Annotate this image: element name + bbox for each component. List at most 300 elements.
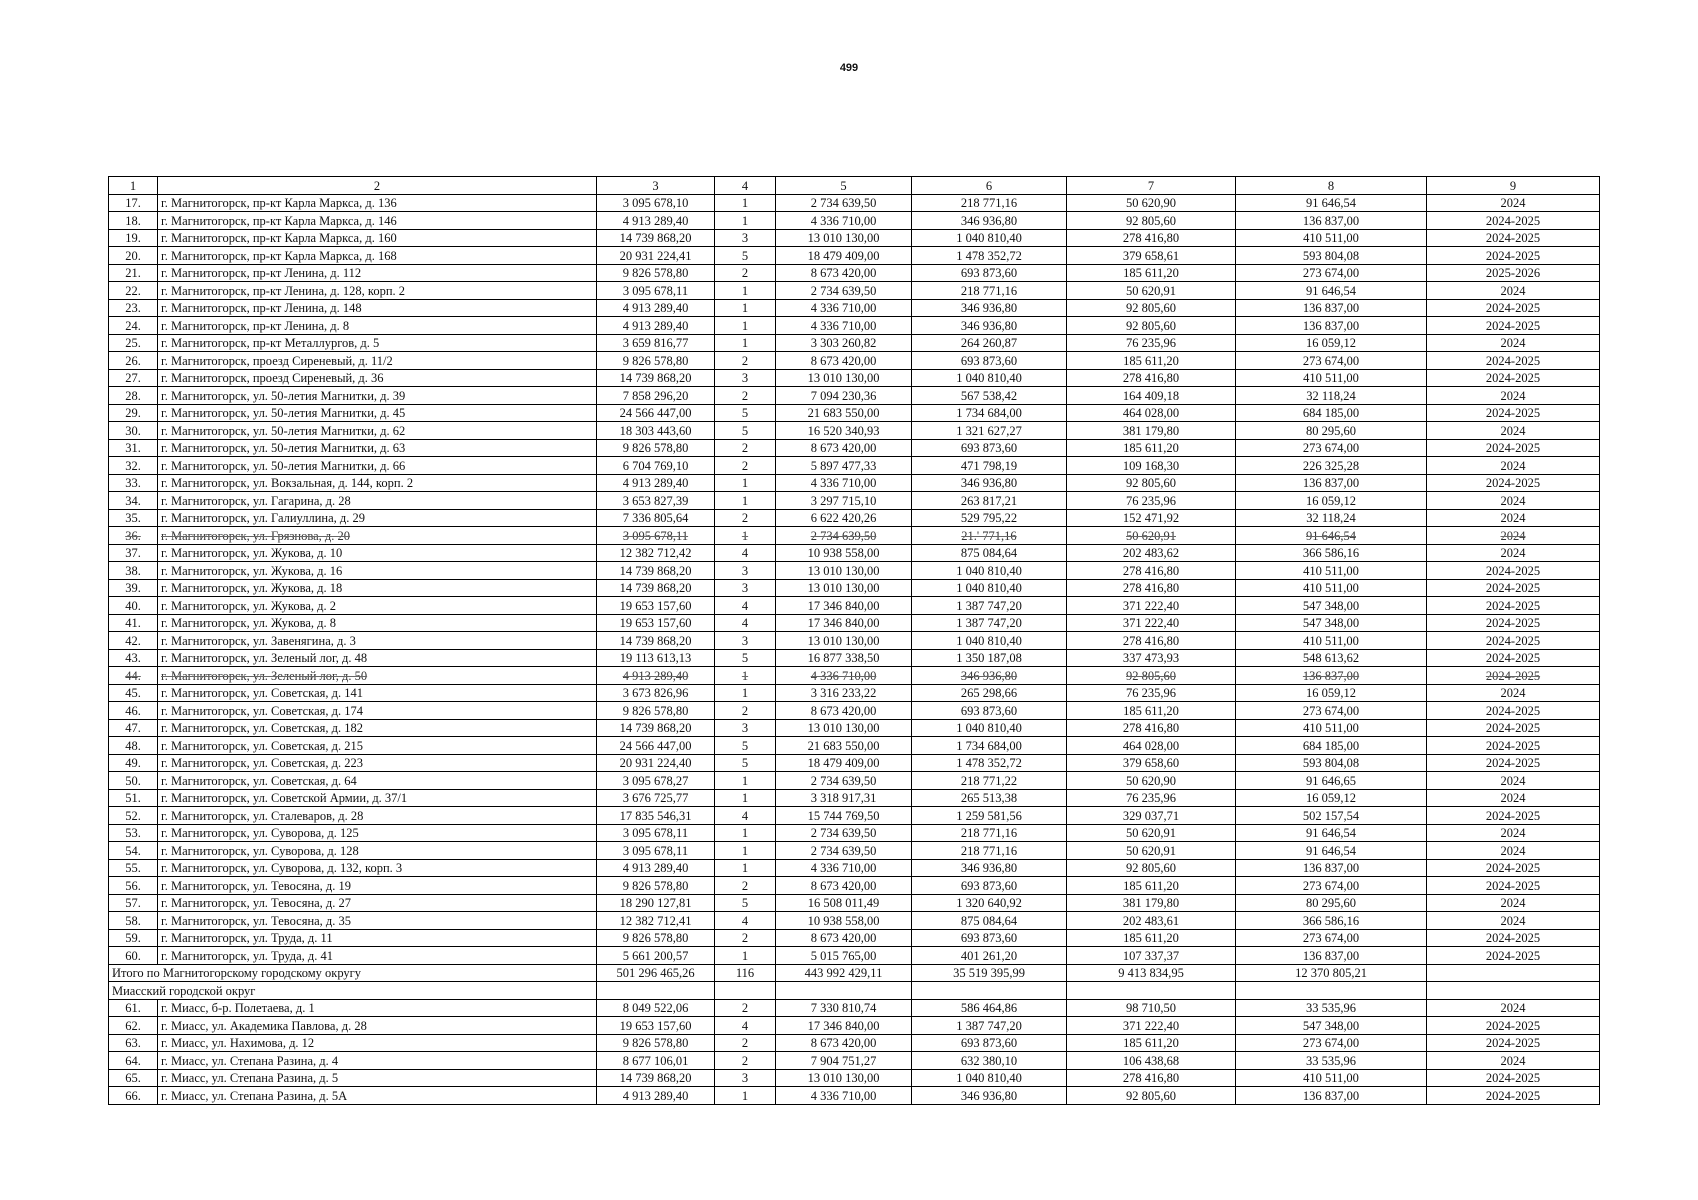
row-number-cell: 65.: [109, 1069, 158, 1087]
cost-col-7-cell: 50 620,90: [1067, 194, 1236, 212]
address-cell: г. Магнитогорск, ул. Тевосяна, д. 27: [158, 894, 597, 912]
address-cell: г. Магнитогорск, ул. Тевосяна, д. 35: [158, 912, 597, 930]
cost-col-5-cell: 3 318 917,31: [776, 789, 912, 807]
column-number: 6: [912, 177, 1067, 195]
total-cost-cell: 9 826 578,80: [597, 264, 715, 282]
cost-col-6-cell: 265 298,66: [912, 684, 1067, 702]
table-row: [109, 247, 1600, 265]
cost-col-5-cell: 7 094 230,36: [776, 387, 912, 405]
table-row: [109, 597, 1600, 615]
table-row: [109, 509, 1600, 527]
table-row: [109, 1087, 1600, 1105]
period-cell: 2024-2025: [1427, 439, 1600, 457]
unit-count-cell: 4: [715, 807, 776, 825]
cost-col-8-cell: 410 511,00: [1236, 562, 1427, 580]
row-number-cell: 25.: [109, 334, 158, 352]
unit-count-cell: 1: [715, 842, 776, 860]
cost-col-5-cell: 7 330 810,74: [776, 999, 912, 1017]
address-cell: г. Магнитогорск, пр-кт Ленина, д. 128, корп. 2: [158, 282, 597, 300]
period-cell: 2024-2025: [1427, 929, 1600, 947]
total-cost-cell: 14 739 868,20: [597, 719, 715, 737]
row-number-cell: 30.: [109, 422, 158, 440]
table-row: [109, 807, 1600, 825]
table-row: [109, 1017, 1600, 1035]
total-cost-cell: 14 739 868,20: [597, 1069, 715, 1087]
cost-col-7-cell: 278 416,80: [1067, 579, 1236, 597]
address-cell: г. Магнитогорск, пр-кт Ленина, д. 148: [158, 299, 597, 317]
cost-col-8-cell: 273 674,00: [1236, 877, 1427, 895]
cost-col-6-cell: 693 873,60: [912, 1034, 1067, 1052]
address-cell: г. Магнитогорск, ул. Труда, д. 11: [158, 929, 597, 947]
cost-col-7-cell: 371 222,40: [1067, 597, 1236, 615]
total-cost-cell: 19 653 157,60: [597, 597, 715, 615]
total-cost-cell: 3 095 678,11: [597, 842, 715, 860]
address-cell: г. Магнитогорск, ул. Советская, д. 141: [158, 684, 597, 702]
unit-count-cell: 1: [715, 789, 776, 807]
cost-col-5-cell: 8 673 420,00: [776, 352, 912, 370]
total-cost-cell: 501 296 465,26: [597, 964, 715, 982]
total-cost-cell: 14 739 868,20: [597, 632, 715, 650]
cost-col-7-cell: 92 805,60: [1067, 667, 1236, 685]
cost-col-6-cell: 1 321 627,27: [912, 422, 1067, 440]
total-cost-cell: 14 739 868,20: [597, 369, 715, 387]
cost-col-6-cell: 693 873,60: [912, 264, 1067, 282]
period-cell: 2024-2025: [1427, 877, 1600, 895]
row-number-cell: 60.: [109, 947, 158, 965]
cost-col-6-cell: 1 040 810,40: [912, 579, 1067, 597]
cost-col-6-cell: 346 936,80: [912, 299, 1067, 317]
row-number-cell: 44.: [109, 667, 158, 685]
cost-col-6-cell: 1 350 187,08: [912, 649, 1067, 667]
total-cost-cell: 19 113 613,13: [597, 649, 715, 667]
unit-count-cell: 4: [715, 912, 776, 930]
cost-col-6-cell: 586 464,86: [912, 999, 1067, 1017]
total-cost-cell: 4 913 289,40: [597, 317, 715, 335]
cost-col-6-cell: 218 771,16: [912, 194, 1067, 212]
row-number-cell: 49.: [109, 754, 158, 772]
cost-col-5-cell: 21 683 550,00: [776, 737, 912, 755]
address-cell: г. Магнитогорск, ул. Суворова, д. 128: [158, 842, 597, 860]
address-cell: г. Магнитогорск, пр-кт Ленина, д. 8: [158, 317, 597, 335]
cost-col-8-cell: 91 646,54: [1236, 842, 1427, 860]
cost-col-8-cell: 16 059,12: [1236, 334, 1427, 352]
cost-col-5-cell: 10 938 558,00: [776, 544, 912, 562]
period-cell: 2024: [1427, 842, 1600, 860]
cost-col-8-cell: 684 185,00: [1236, 404, 1427, 422]
address-cell: г. Магнитогорск, ул. 50-летия Магнитки, д. 66: [158, 457, 597, 475]
period-cell: 2024-2025: [1427, 1087, 1600, 1105]
address-cell: г. Миасс, ул. Академика Павлова, д. 28: [158, 1017, 597, 1035]
address-cell: г. Магнитогорск, ул. Труда, д. 41: [158, 947, 597, 965]
cost-col-8-cell: 33 535,96: [1236, 1052, 1427, 1070]
address-cell: г. Миасс, ул. Степана Разина, д. 5: [158, 1069, 597, 1087]
unit-count-cell: 2: [715, 457, 776, 475]
empty-cell: [597, 982, 715, 1000]
cost-col-8-cell: 273 674,00: [1236, 439, 1427, 457]
address-cell: г. Магнитогорск, ул. Зеленый лог, д. 48: [158, 649, 597, 667]
row-number-cell: 58.: [109, 912, 158, 930]
row-number-cell: 39.: [109, 579, 158, 597]
row-number-cell: 64.: [109, 1052, 158, 1070]
cost-col-5-cell: 2 734 639,50: [776, 824, 912, 842]
column-number: 5: [776, 177, 912, 195]
table-row: [109, 457, 1600, 475]
unit-count-cell: 1: [715, 334, 776, 352]
total-cost-cell: 3 676 725,77: [597, 789, 715, 807]
section-title: Миасский городской округ: [109, 982, 597, 1000]
unit-count-cell: 3: [715, 632, 776, 650]
address-cell: г. Магнитогорск, ул. Галиуллина, д. 29: [158, 509, 597, 527]
total-cost-cell: 6 704 769,10: [597, 457, 715, 475]
cost-col-5-cell: 8 673 420,00: [776, 877, 912, 895]
table-row: [109, 282, 1600, 300]
address-cell: г. Магнитогорск, проезд Сиреневый, д. 11/2: [158, 352, 597, 370]
total-cost-cell: 9 826 578,80: [597, 1034, 715, 1052]
row-number-cell: 21.: [109, 264, 158, 282]
table-row: [109, 719, 1600, 737]
cost-col-8-cell: 136 837,00: [1236, 947, 1427, 965]
cost-col-6-cell: 218 771,16: [912, 824, 1067, 842]
address-cell: г. Магнитогорск, ул. Суворова, д. 125: [158, 824, 597, 842]
unit-count-cell: 2: [715, 509, 776, 527]
period-cell: 2024-2025: [1427, 369, 1600, 387]
total-cost-cell: 4 913 289,40: [597, 474, 715, 492]
address-cell: г. Магнитогорск, ул. Грязнова, д. 20: [158, 527, 597, 545]
period-cell: 2024-2025: [1427, 719, 1600, 737]
period-cell: 2024: [1427, 1052, 1600, 1070]
row-number-cell: 28.: [109, 387, 158, 405]
period-cell: 2025-2026: [1427, 264, 1600, 282]
cost-col-7-cell: 381 179,80: [1067, 422, 1236, 440]
cost-col-6-cell: 1 040 810,40: [912, 632, 1067, 650]
cost-col-7-cell: 152 471,92: [1067, 509, 1236, 527]
row-number-cell: 41.: [109, 614, 158, 632]
table-row: [109, 299, 1600, 317]
cost-col-7-cell: 278 416,80: [1067, 632, 1236, 650]
period-cell: 2024-2025: [1427, 1069, 1600, 1087]
table-row: [109, 474, 1600, 492]
unit-count-cell: 5: [715, 247, 776, 265]
total-cost-cell: 14 739 868,20: [597, 562, 715, 580]
cost-col-5-cell: 2 734 639,50: [776, 194, 912, 212]
total-cost-cell: 3 095 678,11: [597, 527, 715, 545]
table-row: [109, 422, 1600, 440]
cost-col-6-cell: 632 380,10: [912, 1052, 1067, 1070]
period-cell: 2024: [1427, 334, 1600, 352]
cost-col-7-cell: 379 658,60: [1067, 754, 1236, 772]
table-row: [109, 684, 1600, 702]
table-row: [109, 859, 1600, 877]
cost-col-8-cell: 16 059,12: [1236, 492, 1427, 510]
total-cost-cell: 5 661 200,57: [597, 947, 715, 965]
table-row: [109, 877, 1600, 895]
table-row: [109, 999, 1600, 1017]
total-cost-cell: 3 659 816,77: [597, 334, 715, 352]
cost-col-6-cell: 1 259 581,56: [912, 807, 1067, 825]
row-number-cell: 19.: [109, 229, 158, 247]
row-number-cell: 43.: [109, 649, 158, 667]
cost-col-6-cell: 1 040 810,40: [912, 719, 1067, 737]
cost-col-6-cell: 346 936,80: [912, 474, 1067, 492]
cost-col-8-cell: 136 837,00: [1236, 859, 1427, 877]
unit-count-cell: 2: [715, 352, 776, 370]
period-cell: 2024-2025: [1427, 737, 1600, 755]
row-number-cell: 20.: [109, 247, 158, 265]
address-cell: г. Магнитогорск, ул. Жукова, д. 10: [158, 544, 597, 562]
cost-col-5-cell: 16 508 011,49: [776, 894, 912, 912]
cost-col-6-cell: 1 734 684,00: [912, 404, 1067, 422]
address-cell: г. Магнитогорск, ул. Советской Армии, д. 37/1: [158, 789, 597, 807]
period-cell: 2024: [1427, 422, 1600, 440]
cost-col-6-cell: 693 873,60: [912, 877, 1067, 895]
period-cell: 2024: [1427, 194, 1600, 212]
total-col-8-cell: 12 370 805,21: [1236, 964, 1427, 982]
cost-col-6-cell: 693 873,60: [912, 352, 1067, 370]
cost-col-8-cell: 366 586,16: [1236, 912, 1427, 930]
unit-count-cell: 5: [715, 737, 776, 755]
row-number-cell: 54.: [109, 842, 158, 860]
cost-col-7-cell: 185 611,20: [1067, 264, 1236, 282]
total-row: [109, 964, 1600, 982]
unit-count-cell: 1: [715, 317, 776, 335]
unit-count-cell: 1: [715, 772, 776, 790]
period-cell: 2024-2025: [1427, 299, 1600, 317]
cost-col-7-cell: 92 805,60: [1067, 212, 1236, 230]
table-row: [109, 912, 1600, 930]
total-cost-cell: 3 095 678,11: [597, 282, 715, 300]
unit-count-cell: 1: [715, 474, 776, 492]
row-number-cell: 36.: [109, 527, 158, 545]
total-cost-cell: 14 739 868,20: [597, 229, 715, 247]
cost-col-7-cell: 50 620,91: [1067, 842, 1236, 860]
cost-col-7-cell: 185 611,20: [1067, 877, 1236, 895]
unit-count-cell: 1: [715, 947, 776, 965]
row-number-cell: 42.: [109, 632, 158, 650]
table-row: [109, 404, 1600, 422]
cost-col-6-cell: 1 040 810,40: [912, 562, 1067, 580]
cost-col-6-cell: 1 734 684,00: [912, 737, 1067, 755]
table-row: [109, 229, 1600, 247]
row-number-cell: 66.: [109, 1087, 158, 1105]
cost-col-5-cell: 18 479 409,00: [776, 754, 912, 772]
total-cost-cell: 3 095 678,11: [597, 824, 715, 842]
cost-col-8-cell: 593 804,08: [1236, 247, 1427, 265]
unit-count-cell: 5: [715, 754, 776, 772]
total-label-cell: Итого по Магнитогорскому городскому округу: [109, 964, 597, 982]
column-number: 3: [597, 177, 715, 195]
period-cell: 2024: [1427, 387, 1600, 405]
cost-col-5-cell: 3 303 260,82: [776, 334, 912, 352]
cost-col-6-cell: 401 261,20: [912, 947, 1067, 965]
cost-col-5-cell: 8 673 420,00: [776, 702, 912, 720]
row-number-cell: 37.: [109, 544, 158, 562]
cost-col-5-cell: 8 673 420,00: [776, 1034, 912, 1052]
cost-col-6-cell: 263 817,21: [912, 492, 1067, 510]
row-number-cell: 31.: [109, 439, 158, 457]
cost-col-5-cell: 4 336 710,00: [776, 1087, 912, 1105]
cost-col-7-cell: 278 416,80: [1067, 1069, 1236, 1087]
period-cell: 2024-2025: [1427, 807, 1600, 825]
table-row: [109, 614, 1600, 632]
address-cell: г. Миасс, ул. Степана Разина, д. 4: [158, 1052, 597, 1070]
cost-col-7-cell: 98 710,50: [1067, 999, 1236, 1017]
cost-col-7-cell: 381 179,80: [1067, 894, 1236, 912]
column-number: 1: [109, 177, 158, 195]
cost-col-8-cell: 410 511,00: [1236, 369, 1427, 387]
column-number: 9: [1427, 177, 1600, 195]
period-cell: 2024: [1427, 509, 1600, 527]
row-number-cell: 61.: [109, 999, 158, 1017]
cost-col-5-cell: 10 938 558,00: [776, 912, 912, 930]
housing-register-table: [108, 176, 1600, 1105]
table-row: [109, 929, 1600, 947]
cost-col-5-cell: 13 010 130,00: [776, 369, 912, 387]
cost-col-5-cell: 3 316 233,22: [776, 684, 912, 702]
table-row: [109, 894, 1600, 912]
period-cell: 2024-2025: [1427, 352, 1600, 370]
cost-col-6-cell: 1 387 747,20: [912, 614, 1067, 632]
total-cost-cell: 4 913 289,40: [597, 212, 715, 230]
cost-col-8-cell: 273 674,00: [1236, 352, 1427, 370]
cost-col-5-cell: 2 734 639,50: [776, 527, 912, 545]
unit-count-cell: 4: [715, 1017, 776, 1035]
period-cell: 2024-2025: [1427, 317, 1600, 335]
table-row: [109, 754, 1600, 772]
section-row: [109, 982, 1600, 1000]
table-row: [109, 702, 1600, 720]
total-cost-cell: 3 095 678,27: [597, 772, 715, 790]
cost-col-8-cell: 226 325,28: [1236, 457, 1427, 475]
period-cell: 2024-2025: [1427, 597, 1600, 615]
row-number-cell: 50.: [109, 772, 158, 790]
cost-col-8-cell: 273 674,00: [1236, 702, 1427, 720]
total-cost-cell: 24 566 447,00: [597, 737, 715, 755]
total-cost-cell: 12 382 712,41: [597, 912, 715, 930]
empty-cell: [1236, 982, 1427, 1000]
column-number-row: [109, 177, 1600, 195]
cost-col-8-cell: 136 837,00: [1236, 474, 1427, 492]
cost-col-8-cell: 593 804,08: [1236, 754, 1427, 772]
cost-col-5-cell: 15 744 769,50: [776, 807, 912, 825]
address-cell: г. Магнитогорск, ул. 50-летия Магнитки, д. 39: [158, 387, 597, 405]
total-cost-cell: 9 826 578,80: [597, 439, 715, 457]
table-row: [109, 579, 1600, 597]
cost-col-5-cell: 8 673 420,00: [776, 264, 912, 282]
cost-col-8-cell: 80 295,60: [1236, 422, 1427, 440]
unit-count-cell: 5: [715, 894, 776, 912]
period-cell: 2024: [1427, 999, 1600, 1017]
address-cell: г. Магнитогорск, ул. Тевосяна, д. 19: [158, 877, 597, 895]
cost-col-5-cell: 8 673 420,00: [776, 439, 912, 457]
period-cell: 2024-2025: [1427, 212, 1600, 230]
unit-count-cell: 1: [715, 824, 776, 842]
address-cell: г. Миасс, б-р. Полетаева, д. 1: [158, 999, 597, 1017]
struck-table-row: [109, 527, 1600, 545]
period-cell: 2024: [1427, 282, 1600, 300]
address-cell: г. Магнитогорск, пр-кт Ленина, д. 112: [158, 264, 597, 282]
row-number-cell: 40.: [109, 597, 158, 615]
cost-col-5-cell: 13 010 130,00: [776, 562, 912, 580]
table-row: [109, 334, 1600, 352]
total-cost-cell: 4 913 289,40: [597, 1087, 715, 1105]
unit-count-cell: 4: [715, 614, 776, 632]
cost-col-5-cell: 5 015 765,00: [776, 947, 912, 965]
total-cost-cell: 9 826 578,80: [597, 352, 715, 370]
total-cost-cell: 4 913 289,40: [597, 859, 715, 877]
row-number-cell: 34.: [109, 492, 158, 510]
unit-count-cell: 1: [715, 282, 776, 300]
cost-col-7-cell: 92 805,60: [1067, 1087, 1236, 1105]
cost-col-8-cell: 273 674,00: [1236, 1034, 1427, 1052]
cost-col-8-cell: 410 511,00: [1236, 632, 1427, 650]
cost-col-6-cell: 1 478 352,72: [912, 247, 1067, 265]
cost-col-7-cell: 50 620,90: [1067, 772, 1236, 790]
total-units-cell: 116: [715, 964, 776, 982]
cost-col-6-cell: 875 084,64: [912, 912, 1067, 930]
cost-col-6-cell: 346 936,80: [912, 212, 1067, 230]
cost-col-5-cell: 17 346 840,00: [776, 1017, 912, 1035]
period-cell: 2024-2025: [1427, 649, 1600, 667]
cost-col-8-cell: 547 348,00: [1236, 614, 1427, 632]
cost-col-6-cell: 1 040 810,40: [912, 369, 1067, 387]
address-cell: г. Магнитогорск, ул. Жукова, д. 18: [158, 579, 597, 597]
cost-col-5-cell: 13 010 130,00: [776, 1069, 912, 1087]
row-number-cell: 29.: [109, 404, 158, 422]
table-row: [109, 544, 1600, 562]
cost-col-8-cell: 273 674,00: [1236, 264, 1427, 282]
cost-col-7-cell: 379 658,61: [1067, 247, 1236, 265]
cost-col-5-cell: 5 897 477,33: [776, 457, 912, 475]
table-row: [109, 369, 1600, 387]
table-row: [109, 439, 1600, 457]
cost-col-8-cell: 273 674,00: [1236, 929, 1427, 947]
row-number-cell: 63.: [109, 1034, 158, 1052]
unit-count-cell: 3: [715, 579, 776, 597]
table-row: [109, 947, 1600, 965]
column-number: 4: [715, 177, 776, 195]
cost-col-6-cell: 1 387 747,20: [912, 597, 1067, 615]
row-number-cell: 48.: [109, 737, 158, 755]
cost-col-5-cell: 16 877 338,50: [776, 649, 912, 667]
cost-col-8-cell: 410 511,00: [1236, 1069, 1427, 1087]
cost-col-6-cell: 1 320 640,92: [912, 894, 1067, 912]
cost-col-7-cell: 92 805,60: [1067, 474, 1236, 492]
total-cost-cell: 3 095 678,10: [597, 194, 715, 212]
row-number-cell: 47.: [109, 719, 158, 737]
unit-count-cell: 3: [715, 229, 776, 247]
unit-count-cell: 1: [715, 684, 776, 702]
table-row: [109, 212, 1600, 230]
unit-count-cell: 1: [715, 299, 776, 317]
row-number-cell: 57.: [109, 894, 158, 912]
cost-col-8-cell: 32 118,24: [1236, 509, 1427, 527]
unit-count-cell: 2: [715, 387, 776, 405]
cost-col-6-cell: 346 936,80: [912, 317, 1067, 335]
cost-col-8-cell: 547 348,00: [1236, 1017, 1427, 1035]
unit-count-cell: 1: [715, 1087, 776, 1105]
cost-col-6-cell: 346 936,80: [912, 667, 1067, 685]
cost-col-7-cell: 202 483,61: [1067, 912, 1236, 930]
address-cell: г. Магнитогорск, проезд Сиреневый, д. 36: [158, 369, 597, 387]
cost-col-5-cell: 4 336 710,00: [776, 859, 912, 877]
cost-col-7-cell: 185 611,20: [1067, 439, 1236, 457]
cost-col-8-cell: 410 511,00: [1236, 719, 1427, 737]
table-row: [109, 649, 1600, 667]
period-cell: 2024-2025: [1427, 579, 1600, 597]
total-col-7-cell: 9 413 834,95: [1067, 964, 1236, 982]
table-row: [109, 824, 1600, 842]
unit-count-cell: 1: [715, 667, 776, 685]
